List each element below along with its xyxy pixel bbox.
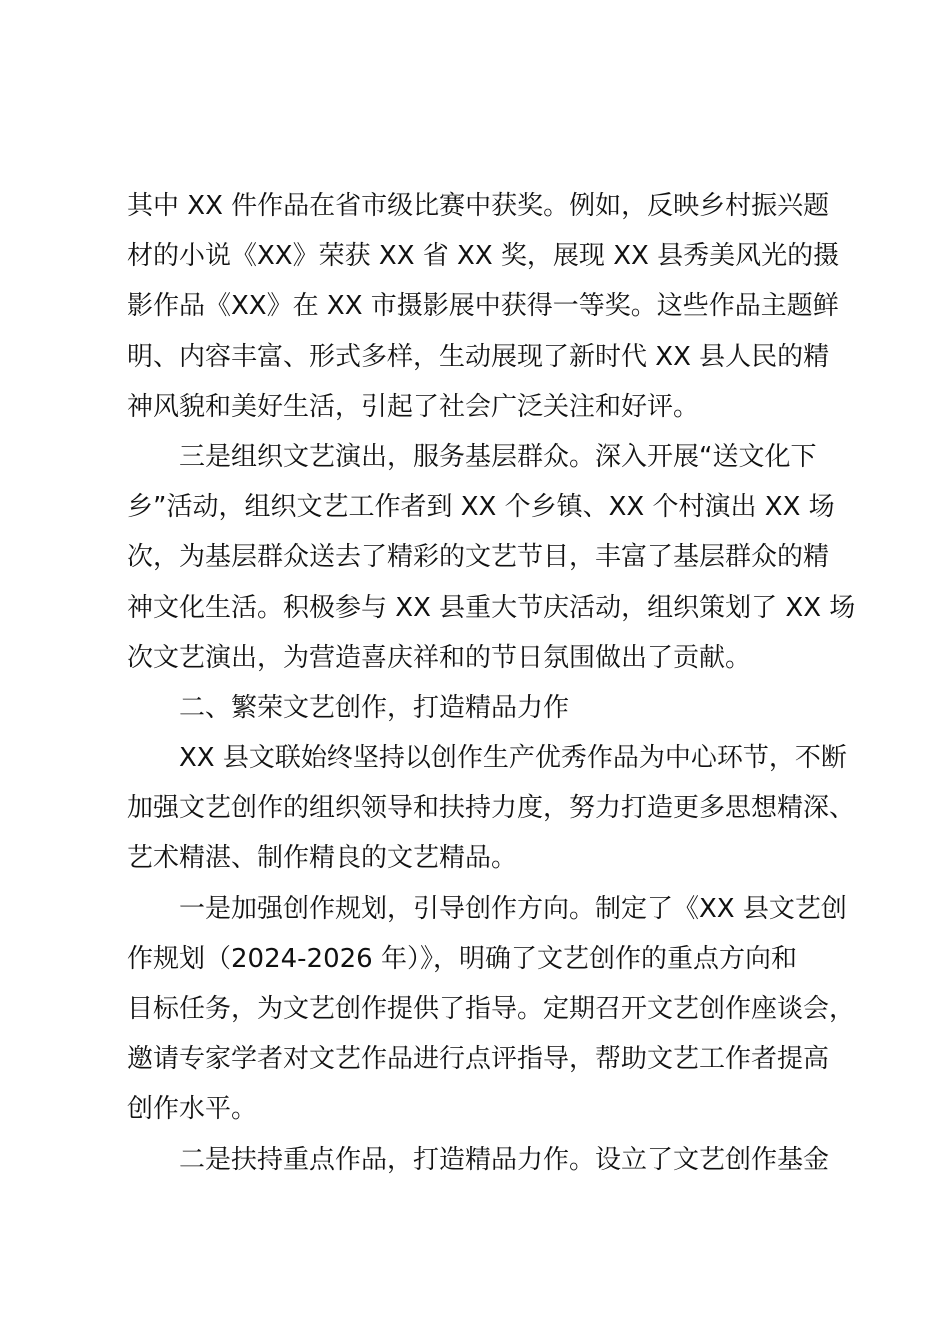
- text-line: 次文艺演出，为营造喜庆祥和的节日氛围做出了贡献。: [127, 642, 752, 673]
- text-line: 神风貌和美好生活，引起了社会广泛关注和好评。: [127, 391, 700, 422]
- text-line: 目标任务，为文艺创作提供了指导。定期召开文艺创作座谈会，: [127, 994, 856, 1024]
- text-line: 其中 XX 件作品在省市级比赛中获奖。例如，反映乡村振兴题: [127, 191, 830, 221]
- text-line: 明、内容丰富、形式多样，生动展现了新时代 XX 县人民的精: [127, 341, 830, 372]
- document-body: [127, 181, 856, 1185]
- text-line: 艺术精湛、制作精良的文艺精品。: [127, 843, 518, 874]
- text-line: 次，为基层群众送去了精彩的文艺节目，丰富了基层群众的精: [127, 542, 830, 573]
- text-line: 加强文艺创作的组织领导和扶持力度，努力打造更多思想精深、: [127, 793, 856, 824]
- paragraph-start-line: 一是加强创作规划，引导创作方向。制定了《XX 县文艺创: [179, 893, 847, 924]
- text-line: 邀请专家学者对文艺作品进行点评指导，帮助文艺工作者提高: [127, 1044, 830, 1075]
- paragraph-start-line: XX 县文联始终坚持以创作生产优秀作品为中心环节，不断: [179, 743, 847, 774]
- text-line: 作规划（2024-2026 年）》，明确了文艺创作的重点方向和: [127, 943, 797, 974]
- text-line: 创作水平。: [127, 1094, 258, 1125]
- text-line: 神文化生活。积极参与 XX 县重大节庆活动，组织策划了 XX 场: [127, 592, 856, 623]
- text-line: 乡”活动，组织文艺工作者到 XX 个乡镇、XX 个村演出 XX 场: [127, 492, 835, 523]
- text-line: 材的小说《XX》荣获 XX 省 XX 奖，展现 XX 县秀美风光的摄: [127, 241, 840, 272]
- paragraph-start-line: 二是扶持重点作品，打造精品力作。设立了文艺创作基金: [179, 1144, 830, 1175]
- section-heading: 二、繁荣文艺创作，打造精品力作: [179, 692, 570, 723]
- text-line: 影作品《XX》在 XX 市摄影展中获得一等奖。这些作品主题鲜: [127, 291, 839, 322]
- paragraph-start-line: 三是组织文艺演出，服务基层群众。深入开展“送文化下: [179, 441, 817, 472]
